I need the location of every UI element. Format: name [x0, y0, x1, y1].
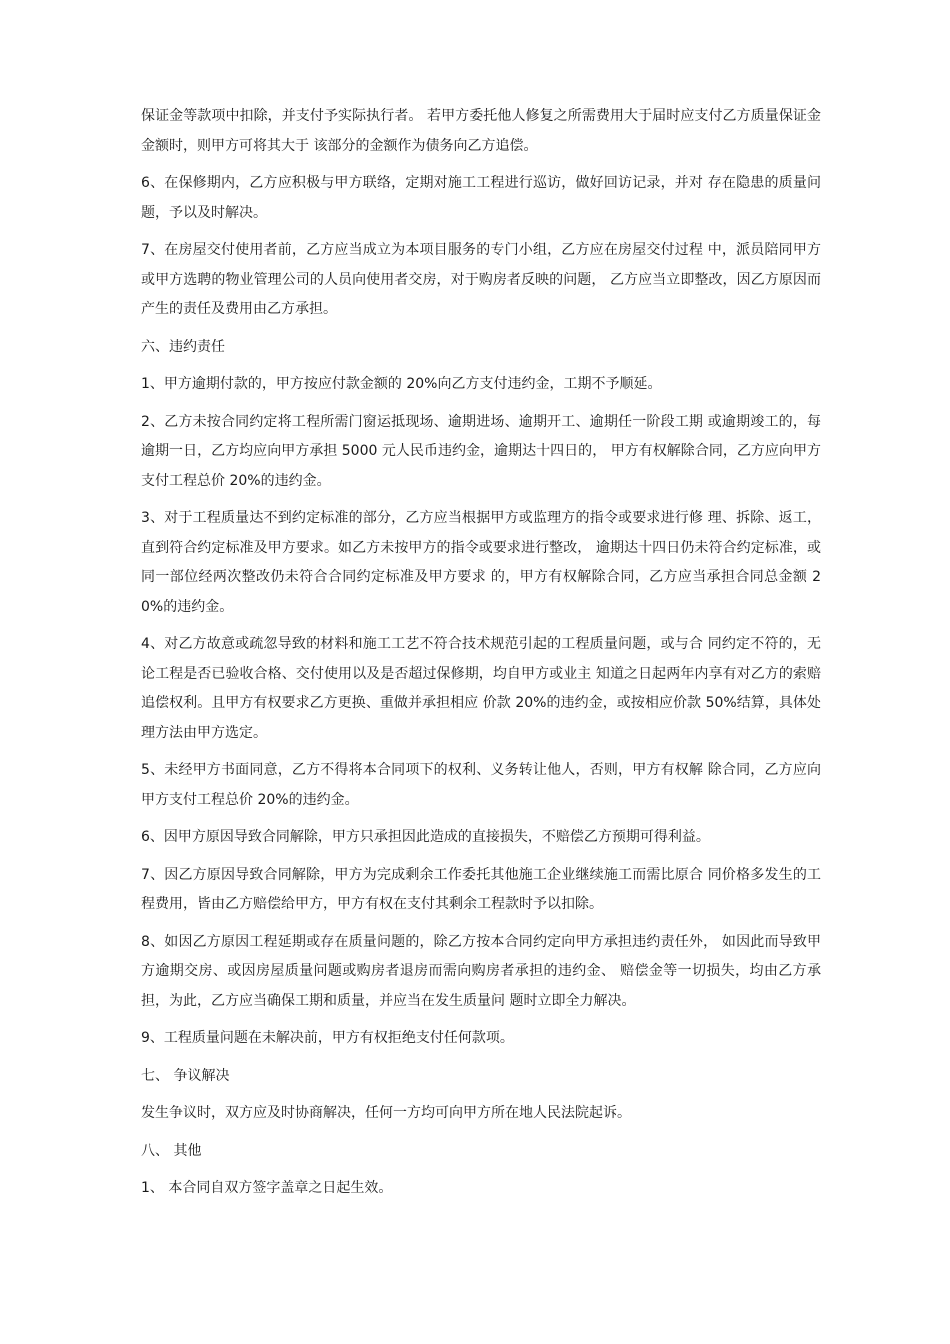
- paragraph-party-b-termination: 7、因乙方原因导致合同解除，甲方为完成剩余工作委托其他施工企业继续施工而需比原合 同价格多发生的工程费用，皆由乙方赔偿给甲方，甲方有权在支付其剩余工程款时予以扣除。: [141, 866, 821, 912]
- section-heading-other: 八、 其他: [141, 1142, 202, 1159]
- paragraph-withhold-payment: 9、工程质量问题在未解决前，甲方有权拒绝支付任何款项。: [141, 1030, 514, 1046]
- paragraph-party-a-termination: 6、因甲方原因导致合同解除，甲方只承担因此造成的直接损失，不赔偿乙方预期可得利益。: [141, 829, 710, 845]
- section-heading-breach: 六、违约责任: [141, 338, 225, 355]
- paragraph-late-payment: 1、甲方逾期付款的，甲方按应付款金额的 20%向乙方支付违约金，工期不予顺延。: [141, 376, 662, 392]
- section-heading-dispute: 七、 争议解决: [141, 1067, 230, 1084]
- paragraph-warranty-inspection: 6、在保修期内，乙方应积极与甲方联络，定期对施工工程进行巡访，做好回访记录，并对 存在隐患的质量问题，予以及时解决。: [141, 175, 821, 221]
- paragraph-effective-date: 1、 本合同自双方签字盖章之日起生效。: [141, 1180, 393, 1196]
- paragraph-guarantee-deduction: 保证金等款项中扣除，并支付予实际执行者。 若甲方委托他人修复之所需费用大于届时应支付乙方质量保证金金额时，则甲方可将其大于 该部分的金额作为债务向乙方追偿。: [141, 108, 821, 154]
- paragraph-delivery-team: 7、在房屋交付使用者前，乙方应当成立为本项目服务的专门小组，乙方应在房屋交付过程 中，派员陪同甲方或甲方选聘的物业管理公司的人员向使用者交房，对于购房者反映的问题， 乙方应当立即整改，因乙方原因而产生的责任及费用由乙方承担。: [141, 242, 821, 317]
- paragraph-transfer-rights: 5、未经甲方书面同意，乙方不得将本合同项下的权利、义务转让他人，否则，甲方有权解 除合同，乙方应向甲方支付工程总价 20%的违约金。: [141, 762, 821, 808]
- paragraph-material-defects: 4、对乙方故意或疏忽导致的材料和施工工艺不符合技术规范引起的工程质量问题，或与合 同约定不符的，无论工程是否已验收合格、交付使用以及是否超过保修期，均自甲方或业主 知道之日起两年内享有对乙方的索赔追偿权利。且甲方有权要求乙方更换、重做并承担相应 价款 20%的违约金，或按相应价款 50%结算，具体处理方法由甲方选定。: [141, 636, 821, 741]
- paragraph-dispute-resolution: 发生争议时，双方应及时协商解决，任何一方均可向甲方所在地人民法院起诉。: [141, 1105, 631, 1121]
- paragraph-quality-standard: 3、对于工程质量达不到约定标准的部分，乙方应当根据甲方或监理方的指令或要求进行修 理、拆除、返工，直到符合约定标准及甲方要求。如乙方未按甲方的指令或要求进行整改， 逾期达十四日仍未符合约定标准，或同一部位经两次整改仍未符合合同约定标准及甲方要求 的，甲方有权解除合同，乙方应当承担合同总金额 20%的违约金。: [141, 510, 821, 615]
- paragraph-delay-penalty: 2、乙方未按合同约定将工程所需门窗运抵现场、逾期进场、逾期开工、逾期任一阶段工期 或逾期竣工的，每逾期一日，乙方均应向甲方承担 5000 元人民币违约金，逾期达十四日的， 甲方有权解除合同，乙方应向甲方支付工程总价 20%的违约金。: [141, 413, 821, 489]
- paragraph-delay-liability: 8、如因乙方原因工程延期或存在质量问题的，除乙方按本合同约定向甲方承担违约责任外， 如因此而导致甲方逾期交房、或因房屋质量问题或购房者退房而需向购房者承担的违约金、 赔偿金等一切损失，均由乙方承担，为此，乙方应当确保工期和质量，并应当在发生质量问 题时立即全力解决。: [141, 933, 821, 1009]
- document-body: [141, 102, 821, 1212]
